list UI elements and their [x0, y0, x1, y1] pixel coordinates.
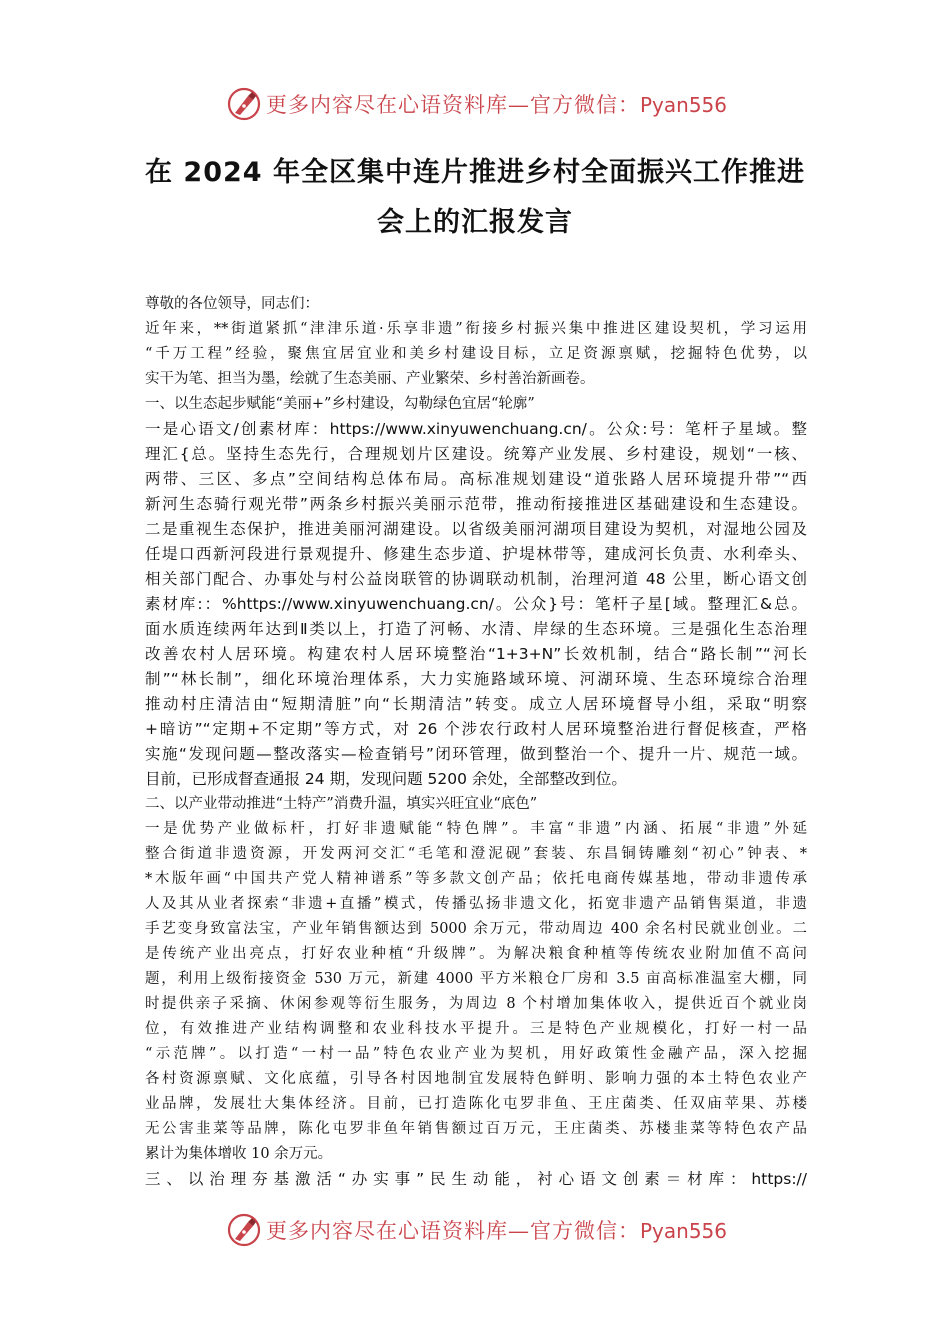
paragraph-line: 整合街道非遗资源，开发两河交汇“毛笔和澄泥砚”套装、东昌铜铸雕刻“初心”钟表、*: [145, 846, 807, 862]
paragraph-line: 新河生态骑行观光带”两条乡村振兴美丽示范带，推动衔接推进区基础建设和生态建设。: [145, 495, 807, 513]
paragraph-line: 人及其从业者探索“非遗+直播”模式，传播弘扬非遗文化，拓宽非遗产品销售渠道，非遗: [145, 896, 807, 912]
paragraph-line: 制”“林长制”，细化环境治理体系，大力实施路域环境、河湖环境、生态环境综合治理: [145, 670, 807, 688]
paragraph-line: “示范牌”。以打造“一村一品”特色农业产业为契机，用好政策性金融产品，深入挖掘: [145, 1046, 807, 1062]
paragraph-line: 累计为集体增收 10 余万元。: [145, 1146, 333, 1162]
paragraph-line: 业品牌，发展壮大集体经济。目前，已打造陈化屯罗非鱼、王庄菌类、任双庙苹果、苏楼: [145, 1096, 807, 1112]
paragraph-line: 无公害韭菜等品牌，陈化屯罗非鱼年销售额过百万元，王庄菌类、苏楼韭菜等特色农产品: [145, 1121, 807, 1137]
section-heading-3: 三、以治理夯基激活“办实事”民生动能，衬心语文创素＝材库：https://: [145, 1170, 807, 1188]
paragraph-line: 素材库:：%https://www.xinyuwenchuang.cn/。公众}号：笔杆子星[域。整理汇&总。: [145, 595, 807, 613]
paragraph-line: “千万工程”经验，聚焦宜居宜业和美乡村建设目标，立足资源禀赋，挖掘特色优势，以: [145, 346, 807, 362]
paragraph-line: 一是优势产业做标杆，打好非遗赋能“特色牌”。丰富“非遗”内涵、拓展“非遗”外延: [145, 821, 807, 837]
pen-nib-logo-icon: [226, 1212, 262, 1248]
banner-text: 更多内容尽在心语资料库—官方微信：Pyan556: [266, 93, 728, 117]
paragraph-line: 近年来，**街道紧抓“津津乐道·乐享非遗”衔接乡村振兴集中推进区建设契机，学习运用: [145, 321, 807, 337]
wechat-id: Pyan556: [640, 93, 728, 117]
paragraph-line: 目前，已形成督查通报 24 期，发现问题 5200 余处，全部整改到位。: [145, 770, 627, 788]
paragraph-line: 推动村庄清洁由“短期清脏”向“长期清洁”转变。成立人居环境督导小组，采取“明察: [145, 695, 807, 713]
section-heading-1: 一、以生态起步赋能“美丽+”乡村建设，勾勒绿色宜居“轮廓”: [145, 396, 535, 412]
paragraph-line: 时提供亲子采摘、休闲参观等衍生服务，为周边 8 个村增加集体收入，提供近百个就业岗: [145, 996, 807, 1012]
paragraph-line: +暗访”“定期+不定期”等方式，对 26 个涉农行政村人居环境整治进行督促核查，严格: [145, 720, 807, 738]
pen-nib-logo-icon: [226, 86, 262, 122]
paragraph-line: 任堤口西新河段进行景观提升、修建生态步道、护堤林带等，建成河长负责、水利牵头、: [145, 545, 807, 563]
paragraph-line: *木版年画“中国共产党人精神谱系”等多款文创产品；依托电商传媒基地，带动非遗传承: [145, 871, 807, 887]
wechat-id: Pyan556: [640, 1219, 728, 1243]
header-banner: [0, 82, 950, 126]
section-heading-2: 二、以产业带动推进“土特产”消费升温，填实兴旺宜业“底色”: [145, 796, 538, 812]
paragraph-line: 相关部门配合、办事处与村公益岗联管的协调联动机制，治理河道 48 公里，断心语文创: [145, 570, 807, 588]
paragraph-line: 一是心语文/创素材库：https://www.xinyuwenchuang.cn/。公众:号：笔杆子星域。整: [145, 420, 807, 438]
salutation: 尊敬的各位领导，同志们：: [145, 296, 319, 312]
paragraph-line: 是传统产业出亮点，打好农业种植“升级牌”。为解决粮食种植等传统农业附加值不高问: [145, 946, 807, 962]
paragraph-line: 实施“发现问题—整改落实—检查销号”闭环管理，做到整治一个、提升一片、规范一域。: [145, 745, 807, 763]
paragraph-line: 题，利用上级衔接资金 530 万元，新建 4000 平方米粮仓厂房和 3.5 亩高标准温室大棚，同: [145, 971, 807, 987]
paragraph-line: 理汇{总。坚持生态先行，合理规划片区建设。统筹产业发展、乡村建设，规划“一核、: [145, 445, 807, 463]
paragraph-line: 各村资源禀赋、文化底蕴，引导各村因地制宜发展特色鲜明、影响力强的本土特色农业产: [145, 1071, 807, 1087]
footer-banner: [0, 1208, 950, 1252]
paragraph-line: 改善农村人居环境。构建农村人居环境整治“1+3+N”长效机制，结合“路长制”“河长: [145, 645, 807, 663]
paragraph-line: 两带、三区、多点”空间结构总体布局。高标准规划建设“道张路人居环境提升带”“西: [145, 470, 807, 488]
document-body: [145, 292, 807, 1192]
document-title-line-1: 在 2024 年全区集中连片推进乡村全面振兴工作推进: [145, 157, 805, 188]
paragraph-line: 手艺变身致富法宝，产业年销售额达到 5000 余万元，带动周边 400 余名村民就业创业。二: [145, 921, 807, 937]
document-title-line-2: 会上的汇报发言: [377, 207, 573, 238]
paragraph-line: 位，有效推进产业结构调整和农业科技水平提升。三是特色产业规模化，打好一村一品: [145, 1021, 807, 1037]
paragraph-line: 二是重视生态保护，推进美丽河湖建设。以省级美丽河湖项目建设为契机，对湿地公园及: [145, 520, 807, 538]
paragraph-line: 实干为笔、担当为墨，绘就了生态美丽、产业繁荣、乡村善治新画卷。: [145, 371, 595, 387]
paragraph-line: 面水质连续两年达到Ⅱ类以上，打造了河畅、水清、岸绿的生态环境。三是强化生态治理: [145, 620, 807, 638]
banner-text: 更多内容尽在心语资料库—官方微信：Pyan556: [266, 1219, 728, 1243]
